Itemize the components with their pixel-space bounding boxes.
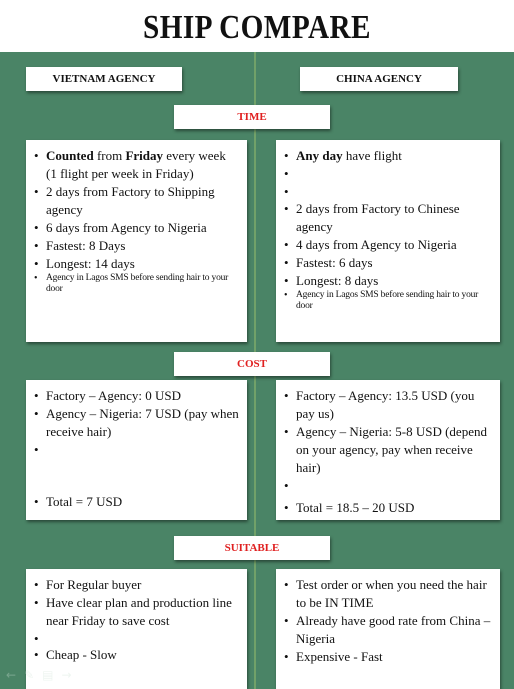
china-suitable-box: [276, 569, 500, 689]
list-item: • Longest: 14 days: [32, 255, 239, 273]
list-item: • Longest: 8 days: [282, 272, 492, 290]
china-time-box: [276, 140, 500, 342]
pen-icon[interactable]: ✎: [24, 668, 35, 682]
list-item: • Agency – Nigeria: 5-8 USD (depend on your agency, pay when receive hair): [282, 423, 492, 477]
list-item: • Agency – Nigeria: 7 USD (pay when receive hair): [32, 405, 239, 441]
list-item: • Already have good rate from China – Nigeria: [282, 612, 492, 648]
list-item: • Have clear plan and production line near Friday to save cost: [32, 594, 239, 630]
list-item: • Cheap - Slow: [32, 646, 239, 664]
list-item: • Factory – Agency: 0 USD: [32, 387, 239, 405]
list-item: • Agency in Lagos SMS before sending hair to your door: [282, 290, 492, 312]
list-item: • 4 days from Agency to Nigeria: [282, 236, 492, 254]
arrow-left-icon[interactable]: ←: [6, 668, 17, 682]
list-item: • Factory – Agency: 13.5 USD (you pay us): [282, 387, 492, 423]
list-item: • Total = 18.5 – 20 USD: [282, 499, 492, 517]
list-item: • Fastest: 6 days: [282, 254, 492, 272]
list-item: • Agency in Lagos SMS before sending hair to your door: [32, 273, 239, 295]
list-item: • 2 days from Factory to Chinese agency: [282, 200, 492, 236]
slideshow-toolbar[interactable]: [6, 668, 72, 686]
china-agency-header: CHINA AGENCY: [300, 67, 458, 91]
time-section-label: TIME: [174, 105, 330, 129]
vietnam-cost-box: [26, 380, 247, 520]
list-item: • Total = 7 USD: [32, 493, 239, 511]
page-icon[interactable]: ▤: [42, 668, 54, 682]
china-cost-box: [276, 380, 500, 520]
suitable-section-label: SUITABLE: [174, 536, 330, 560]
list-item: • Any day have flight: [282, 147, 492, 165]
list-item: • Expensive - Fast: [282, 648, 492, 666]
vietnam-agency-header: VIETNAM AGENCY: [26, 67, 182, 91]
page-title: SHIP COMPARE: [142, 9, 371, 46]
cost-section-label: COST: [174, 352, 330, 376]
vietnam-time-box: [26, 140, 247, 342]
list-item: • 2 days from Factory to Shipping agency: [32, 183, 239, 219]
list-item: • Test order or when you need the hair to be IN TIME: [282, 576, 492, 612]
list-item: • 6 days from Agency to Nigeria: [32, 219, 239, 237]
list-item: • Fastest: 8 Days: [32, 237, 239, 255]
arrow-right-icon[interactable]: →: [61, 668, 72, 682]
list-item: • Counted from Friday every week (1 flight per week in Friday): [32, 147, 239, 183]
list-item: • For Regular buyer: [32, 576, 239, 594]
